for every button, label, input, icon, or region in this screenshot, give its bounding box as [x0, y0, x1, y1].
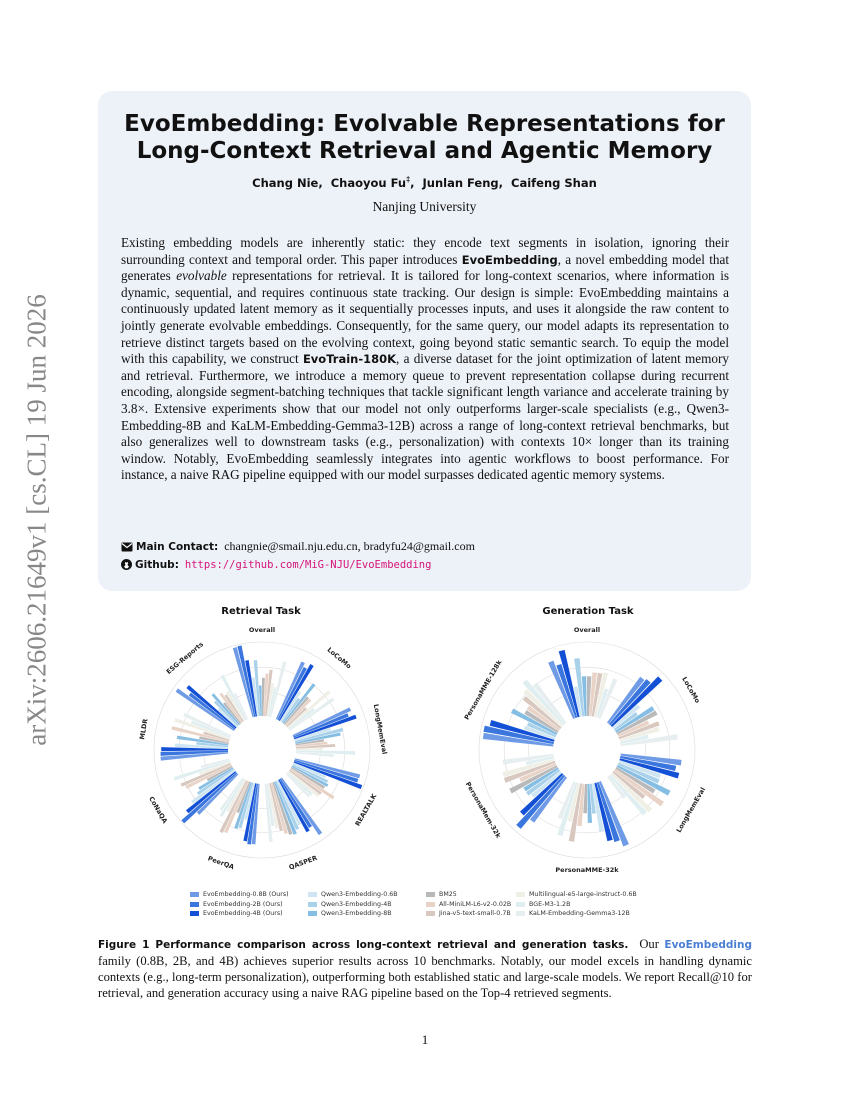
category-label: ESG-Reports	[164, 640, 206, 676]
legend-item	[516, 890, 637, 899]
legend-item	[426, 900, 511, 909]
legend-item	[516, 900, 570, 909]
legend-label: EvoEmbedding-0.8B (Ours)	[203, 891, 289, 898]
legend-label: Qwen3-Embedding-8B	[321, 910, 392, 917]
caption-brand[interactable]: EvoEmbedding	[664, 939, 753, 951]
category-label: Overall	[573, 626, 601, 634]
legend-swatch	[190, 892, 199, 897]
contact-block	[121, 538, 475, 574]
legend-label: Qwen3-Embedding-0.6B	[321, 891, 398, 898]
affiliation: Nanjing University	[372, 199, 477, 214]
legend-item	[190, 890, 289, 899]
generation-chart-title: Generation Task	[542, 606, 634, 617]
author-name: Chang Nie	[252, 175, 319, 190]
legend-label: BM25	[439, 891, 457, 898]
category-label: Overall	[248, 626, 276, 634]
legend-swatch	[190, 902, 199, 907]
author-list: Chang Nie, Chaoyou Fu‡, Junlan Feng, Caifeng Shan	[252, 175, 597, 190]
legend-item	[308, 900, 392, 909]
github-label: Github:	[135, 559, 179, 571]
category-label: REALTALK	[353, 792, 379, 828]
category-label: CoNaQA	[147, 795, 169, 825]
contact-label: Main Contact:	[136, 541, 219, 553]
category-label: LongMemEval	[674, 785, 708, 835]
legend-swatch	[516, 902, 525, 907]
category-label: PersonaMME-128k	[462, 658, 504, 722]
grid-ring	[479, 642, 695, 858]
legend-swatch	[426, 892, 435, 897]
category-label: PeerQA	[206, 854, 236, 872]
legend-swatch	[308, 911, 317, 916]
page-number: 1	[421, 1032, 429, 1047]
legend-label: All-MiniLM-L6-v2-0.02B	[439, 900, 512, 908]
category-label: QASPER	[287, 853, 319, 872]
legend-swatch	[308, 892, 317, 897]
title-line-2: Long-Context Retrieval and Agentic Memory	[136, 138, 713, 164]
category-label: MLDR	[138, 718, 150, 741]
legend-item	[426, 909, 511, 918]
author-name: Chaoyou Fu	[330, 175, 407, 190]
arxiv-identifier	[21, 294, 52, 746]
author-name: Junlan Feng	[422, 175, 499, 190]
legend-label: Jina-v5-text-small-0.7B	[439, 910, 511, 917]
category-label: LongMemEval	[371, 703, 389, 755]
title-line-1: EvoEmbedding: Evolvable Representations for	[124, 111, 725, 137]
legend-label: Multilingual-e5-large-instruct-0.6B	[529, 891, 637, 898]
github-link[interactable]: https://github.com/MiG-NJU/EvoEmbedding	[184, 559, 432, 571]
legend-swatch	[308, 902, 317, 907]
author-mark: ‡	[406, 175, 411, 184]
legend-label: EvoEmbedding-4B (Ours)	[203, 910, 283, 917]
legend-swatch	[516, 911, 525, 916]
figure-caption: Figure 1 Performance comparison across long-context retrieval and generation tasks. Our EvoEmbedding family (0.8B, 2B, and 4B) achieves superior results across 10 benchmarks. Notably, our model excels in handling dynamic contexts (e.g., long-term personalization), outperforming both established static and large-scale models. We report Recall@10 for retrieval, and generation accuracy using a naive RAG pipeline based on the Top-4 retrieved segments.	[98, 937, 753, 1000]
legend-item	[190, 900, 283, 909]
legend-label: EvoEmbedding-2B (Ours)	[203, 900, 283, 908]
legend-label: Qwen3-Embedding-4B	[321, 900, 392, 908]
abstract-text: Existing embedding models are inherently static: they encode text segments in isolation, ignoring their surrounding context and temporal order. This paper introduces EvoEmbedding, a novel embedding model that generates evolvable representations for retrieval. It is tailored for long-context scenarios, where information is dynamic, sequential, and requires continuous state tracking. Our design is simple: EvoEmbedding maintains a continuously updated latent memory as it sequentially processes inputs, and uses it alongside the raw content to jointly generate evolvable embeddings. Consequently, for the same query, our model adapts its representation to retrieve distinct targets based on the evolving context, going beyond static semantic search. To equip the model with this capability, we construct EvoTrain-180K, a diverse dataset for the joint optimization of latent memory and retrieval. Furthermore, we introduce a memory queue to prevent representation collapse during recurrent encoding, alongside segment-batching techniques that tackle significant length variance and accelerate training by 3.8×. Extensive experiments show that our model not only outperforms larger-scale specialists (e.g., Qwen3-Embedding-8B and KaLM-Embedding-Gemma3-12B) across a range of long-context retrieval benchmarks, but also generalizes well to downstream tasks (e.g., personalization) with contexts 10× longer than its training window. Notably, EvoEmbedding seamlessly integrates into agentic workflows to boost performance. For instance, a naive RAG pipeline equipped with our model surpasses dedicated agentic memory systems.	[121, 235, 729, 483]
github-icon	[121, 559, 132, 570]
legend-label: BGE-M3-1.2B	[529, 900, 571, 908]
retrieval-chart-title: Retrieval Task	[221, 606, 301, 617]
author-name: Caifeng Shan	[511, 175, 597, 190]
legend-swatch	[516, 892, 525, 897]
paper-title	[98, 111, 751, 165]
mail-icon	[121, 542, 133, 552]
legend-item	[308, 909, 392, 918]
chart-legend	[190, 890, 690, 920]
arxiv-identifier-text: arXiv:2606.21649v1 [cs.CL] 19 Jun 2026	[21, 294, 52, 746]
generation-radial-chart	[455, 625, 720, 875]
legend-item	[190, 909, 283, 918]
contact-emails[interactable]: changnie@smail.nju.edu.cn, bradyfu24@gmail.com	[224, 539, 475, 553]
legend-item	[426, 890, 457, 899]
legend-item	[308, 890, 398, 899]
legend-swatch	[190, 911, 199, 916]
category-label: PersonaMem-32k	[463, 780, 503, 840]
category-label: LoCoMo	[680, 675, 702, 705]
category-label: LoCoMo	[325, 645, 353, 671]
legend-swatch	[426, 902, 435, 907]
brand-name: EvoEmbedding	[461, 252, 558, 267]
category-label: PersonaMME-32k	[555, 866, 619, 874]
caption-head: Figure 1 Performance comparison across long-context retrieval and generation tasks.	[98, 939, 629, 951]
legend-item	[516, 909, 630, 918]
legend-swatch	[426, 911, 435, 916]
retrieval-radial-chart	[130, 625, 395, 875]
dataset-name: EvoTrain-180K	[302, 352, 397, 367]
legend-label: KaLM-Embedding-Gemma3-12B	[529, 910, 630, 917]
